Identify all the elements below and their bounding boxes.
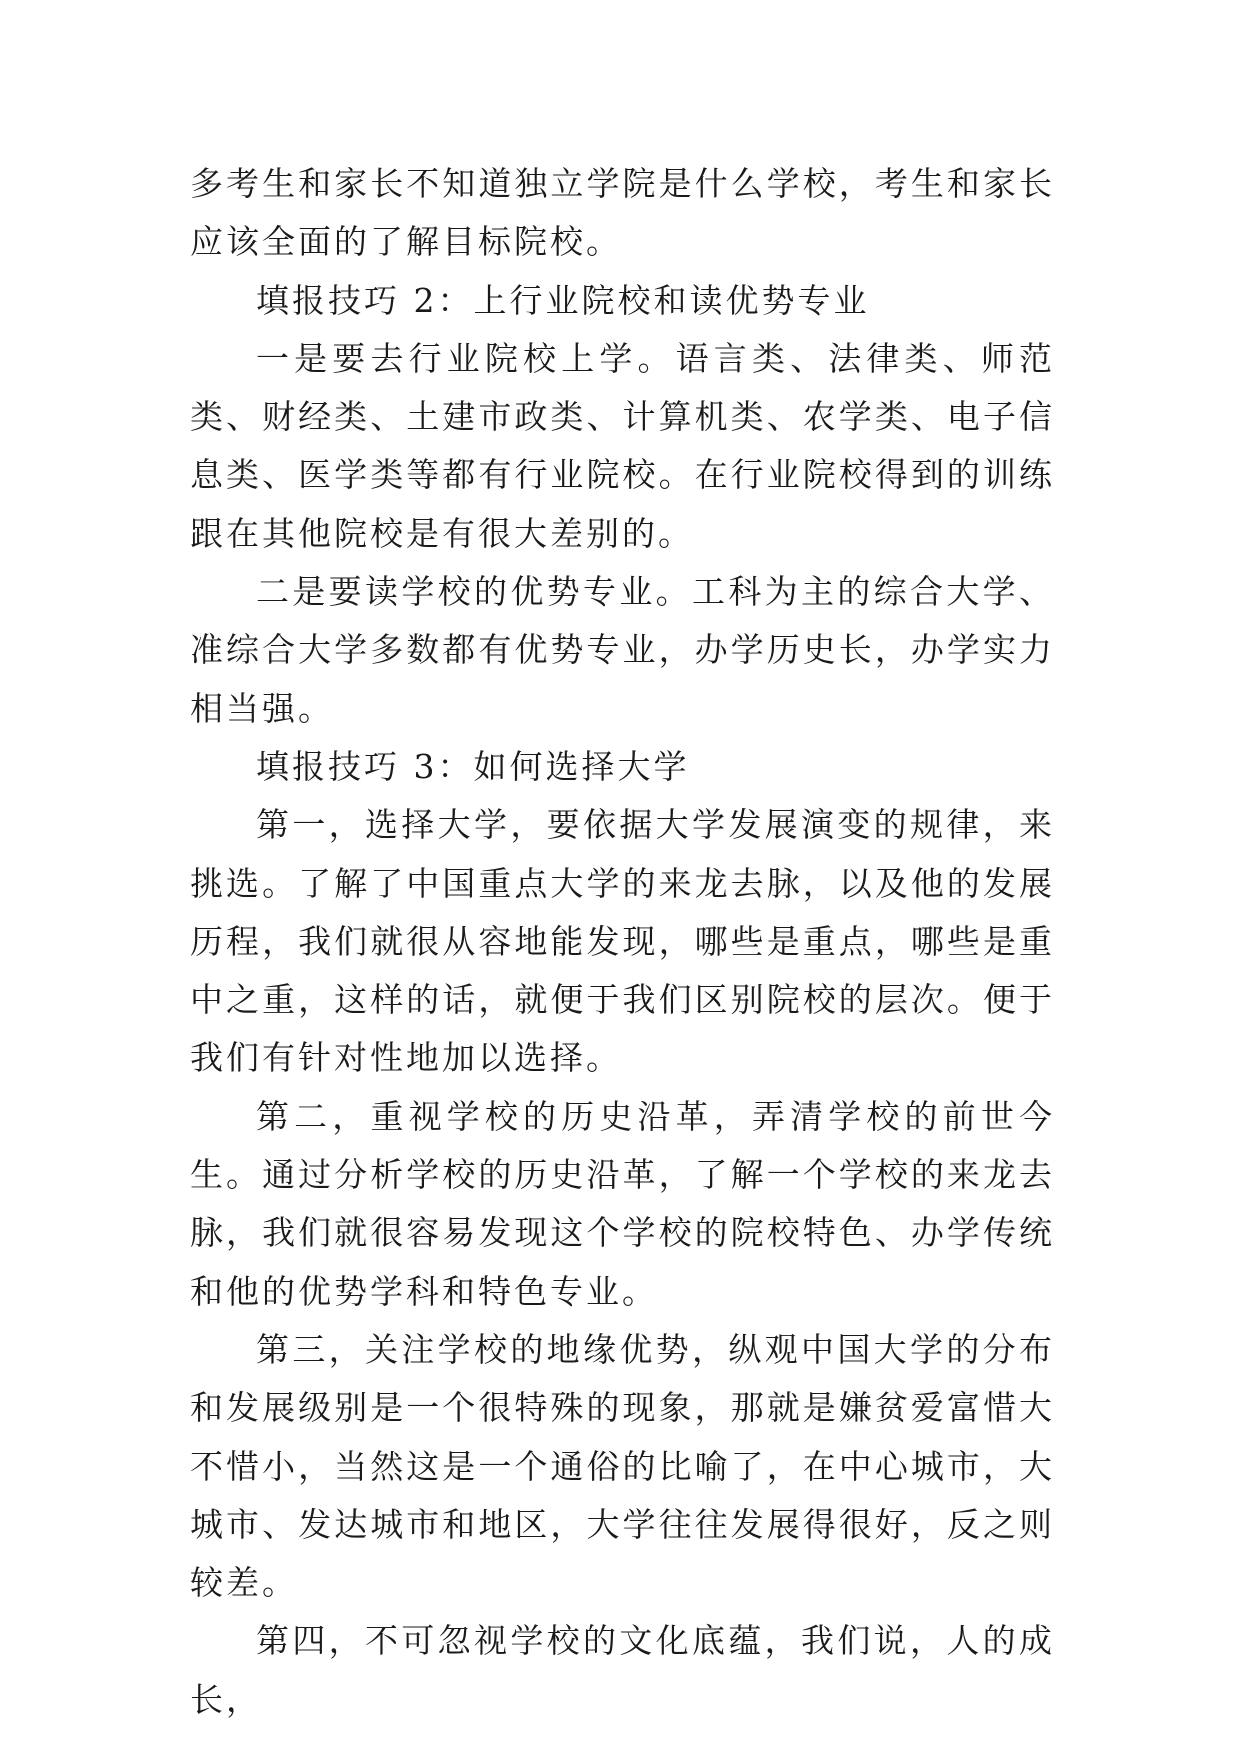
paragraph-first-point: 第一，选择大学，要依据大学发展演变的规律，来挑选。了解了中国重点大学的来龙去脉，以及他的发展历程，我们就很从容地能发现，哪些是重点，哪些是重中之重，这样的话，就便于我们区别院校的层次。便于我们有针对性地加以选择。 — [190, 805, 1055, 1078]
paragraph-industry-schools: 一是要去行业院校上学。语言类、法律类、师范类、财经类、土建市政类、计算机类、农学类、电子信息类、医学类等都有行业院校。在行业院校得到的训练跟在其他院校是有很大差别的。 — [190, 338, 1055, 553]
paragraph-advantage-majors: 二是要读学校的优势专业。工科为主的综合大学、准综合大学多数都有优势专业，办学历史长，办学实力相当强。 — [190, 572, 1055, 728]
paragraph-continued: 多考生和家长不知道独立学院是什么学校，考生和家长应该全面的了解目标院校。 — [190, 164, 1055, 262]
paragraph-fourth-point: 第四，不可忽视学校的文化底蕴，我们说，人的成长， — [190, 1621, 1055, 1719]
paragraph-third-point: 第三，关注学校的地缘优势，纵观中国大学的分布和发展级别是一个很特殊的现象，那就是嫌贫爱富惜大不惜小，当然这是一个通俗的比喻了，在中心城市，大城市、发达城市和地区，大学往往发展得很好，反之则较差。 — [190, 1329, 1055, 1603]
section-heading-tip-2: 填报技巧 2：上行业院校和读优势专业 — [256, 280, 870, 320]
section-heading-tip-3: 填报技巧 3：如何选择大学 — [256, 746, 690, 786]
document-body — [190, 155, 1055, 1729]
paragraph-second-point: 第二，重视学校的历史沿革，弄清学校的前世今生。通过分析学校的历史沿革，了解一个学校的来龙去脉，我们就很容易发现这个学校的院校特色、办学传统和他的优势学科和特色专业。 — [190, 1096, 1055, 1311]
